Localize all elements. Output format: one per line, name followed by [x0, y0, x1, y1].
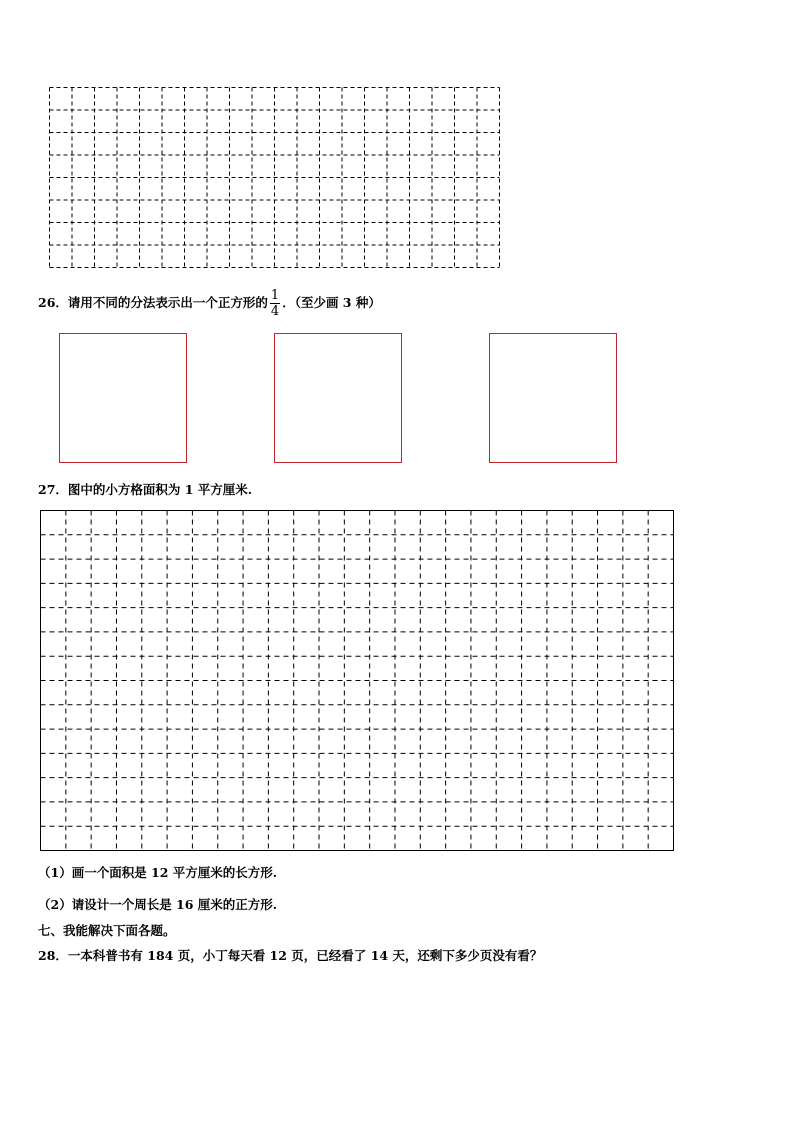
dashed-grid-large[interactable]	[0, 500, 794, 860]
question-note: ．（至少画 3 种）	[282, 295, 381, 310]
question-28	[38, 946, 542, 964]
question-number: 27．	[38, 482, 68, 497]
question-number: 26．	[38, 295, 68, 310]
square-drawing-area-3[interactable]	[489, 333, 617, 463]
question-26	[38, 288, 381, 319]
question-text: 一本科普书有 184 页，小丁每天看 12 页，已经看了 14 天，还剩下多少页没有看？	[67, 948, 543, 963]
question-27	[38, 480, 252, 498]
square-drawing-area-2[interactable]	[274, 333, 402, 463]
question-27-part-1: （1）画一个面积是 12 平方厘米的长方形.	[38, 865, 278, 880]
section-heading: 七、我能解决下面各题。	[38, 923, 176, 938]
question-27-part-2: （2）请设计一个周长是 16 厘米的正方形.	[38, 897, 278, 912]
fraction-one-quarter	[270, 288, 280, 319]
question-text: 图中的小方格面积为 1 平方厘米.	[67, 482, 253, 497]
dashed-grid-top	[0, 0, 794, 280]
question-number: 28．	[38, 948, 68, 963]
fraction-numerator: 1	[270, 288, 280, 303]
fraction-denominator: 4	[270, 304, 280, 319]
question-text: 请用不同的分法表示出一个正方形的	[67, 295, 268, 310]
square-drawing-area-1[interactable]	[59, 333, 187, 463]
